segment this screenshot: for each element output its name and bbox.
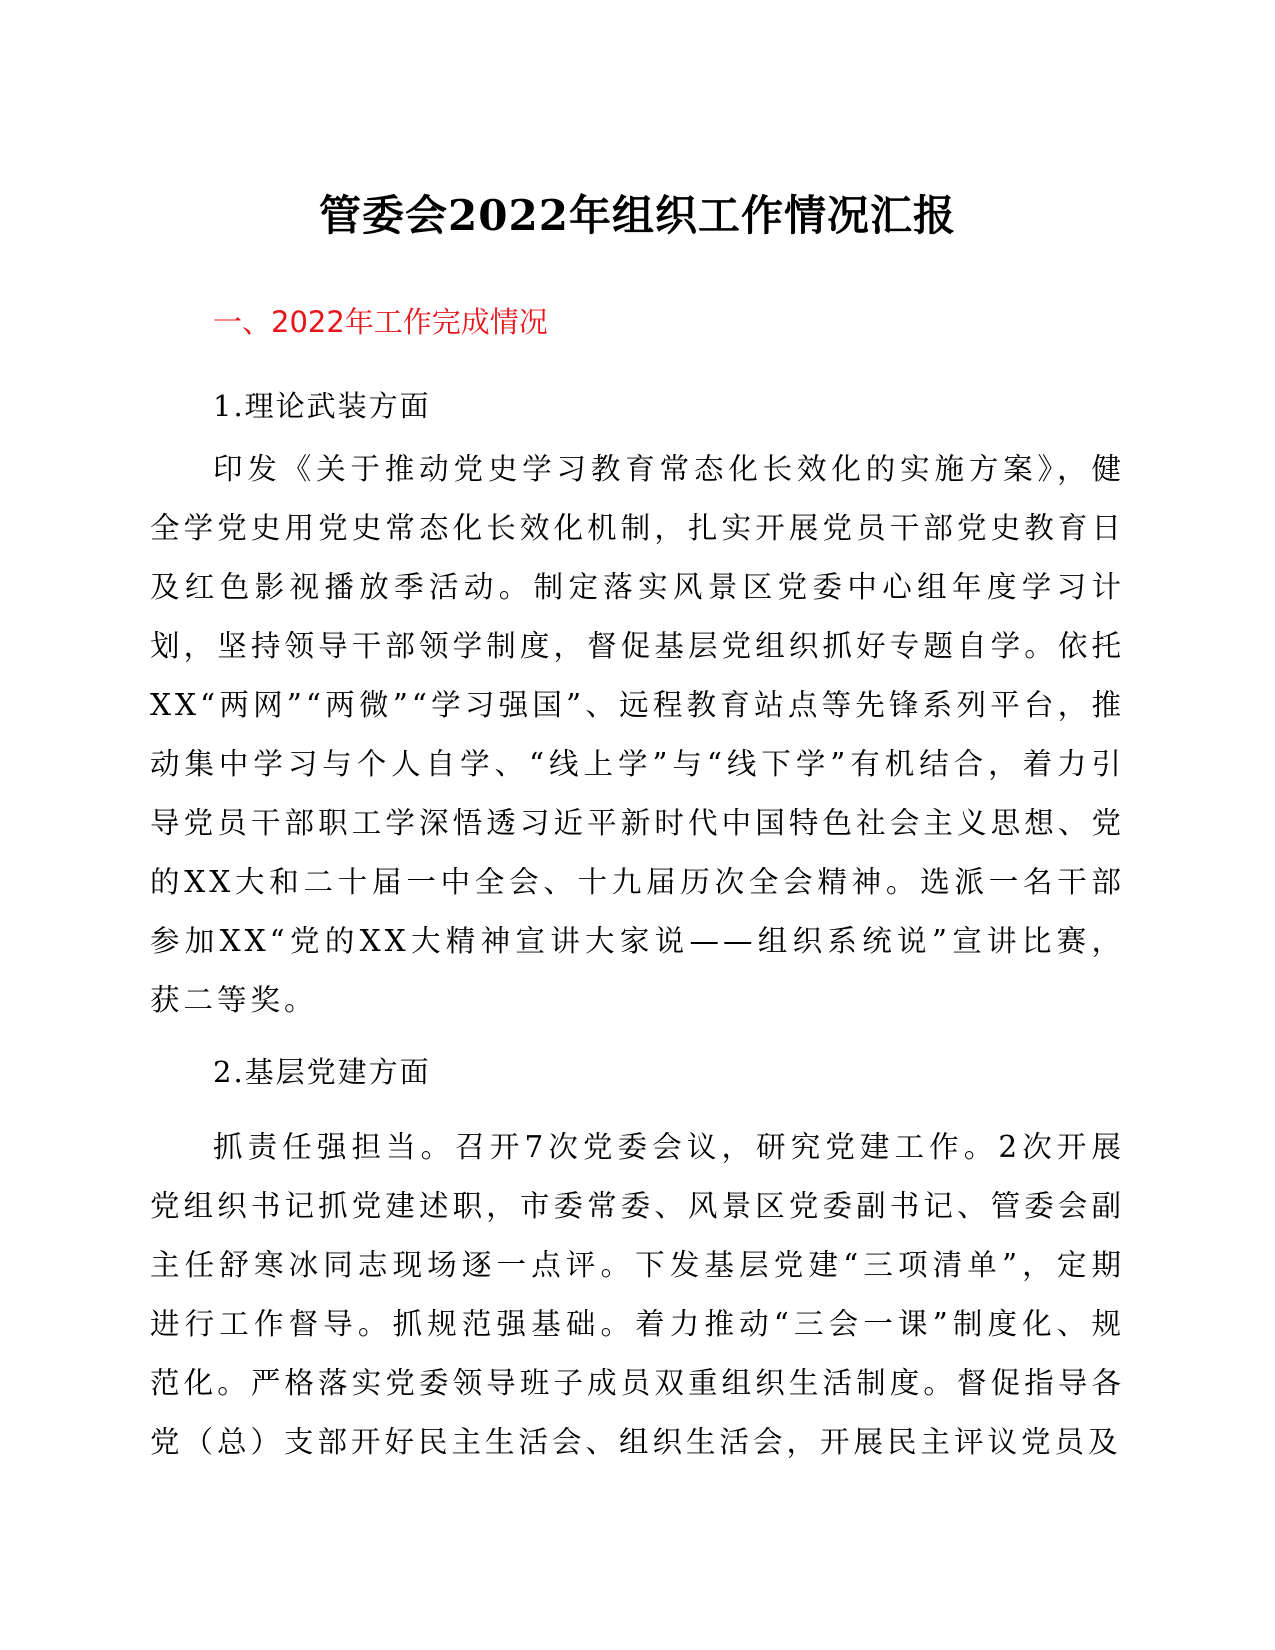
- paragraph-grassroots: 抓责任强担当。召开7次党委会议，研究党建工作。2次开展党组织书记抓党建述职，市委常委、风景区党委副书记、管委会副主任舒寒冰同志现场逐一点评。下发基层党建“三项清单”，定期进行工作督导。抓规范强基础。着力推动“三会一课”制度化、规范化。严格落实党委领导班子成员双重组织生活制度。督促指导各党（总）支部开好民主生活会、组织生活会，开展民主评议党员及: [150, 1130, 1125, 1459]
- section-heading: 一、2022年工作完成情况: [213, 305, 548, 339]
- document-title: 管委会2022年组织工作情况汇报: [319, 191, 956, 240]
- subsection-heading-grassroots: 2.基层党建方面: [213, 1055, 431, 1089]
- subsection-heading-theory: 1.理论武装方面: [213, 389, 431, 423]
- paragraph-theory: 印发《关于推动党史学习教育常态化长效化的实施方案》，健全学党史用党史常态化长效化机制，扎实开展党员干部党史教育日及红色影视播放季活动。制定落实风景区党委中心组年度学习计划，坚持领导干部领学制度，督促基层党组织抓好专题自学。依托XX“两网”“两微”“学习强国”、远程教育站点等先锋系列平台，推动集中学习与个人自学、“线上学”与“线下学”有机结合，着力引导党员干部职工学深悟透习近平新时代中国特色社会主义思想、党的XX大和二十届一中全会、十九届历次全会精神。选派一名干部参加XX“党的XX大精神宣讲大家说——组织系统说”宣讲比赛，获二等奖。: [150, 452, 1125, 1017]
